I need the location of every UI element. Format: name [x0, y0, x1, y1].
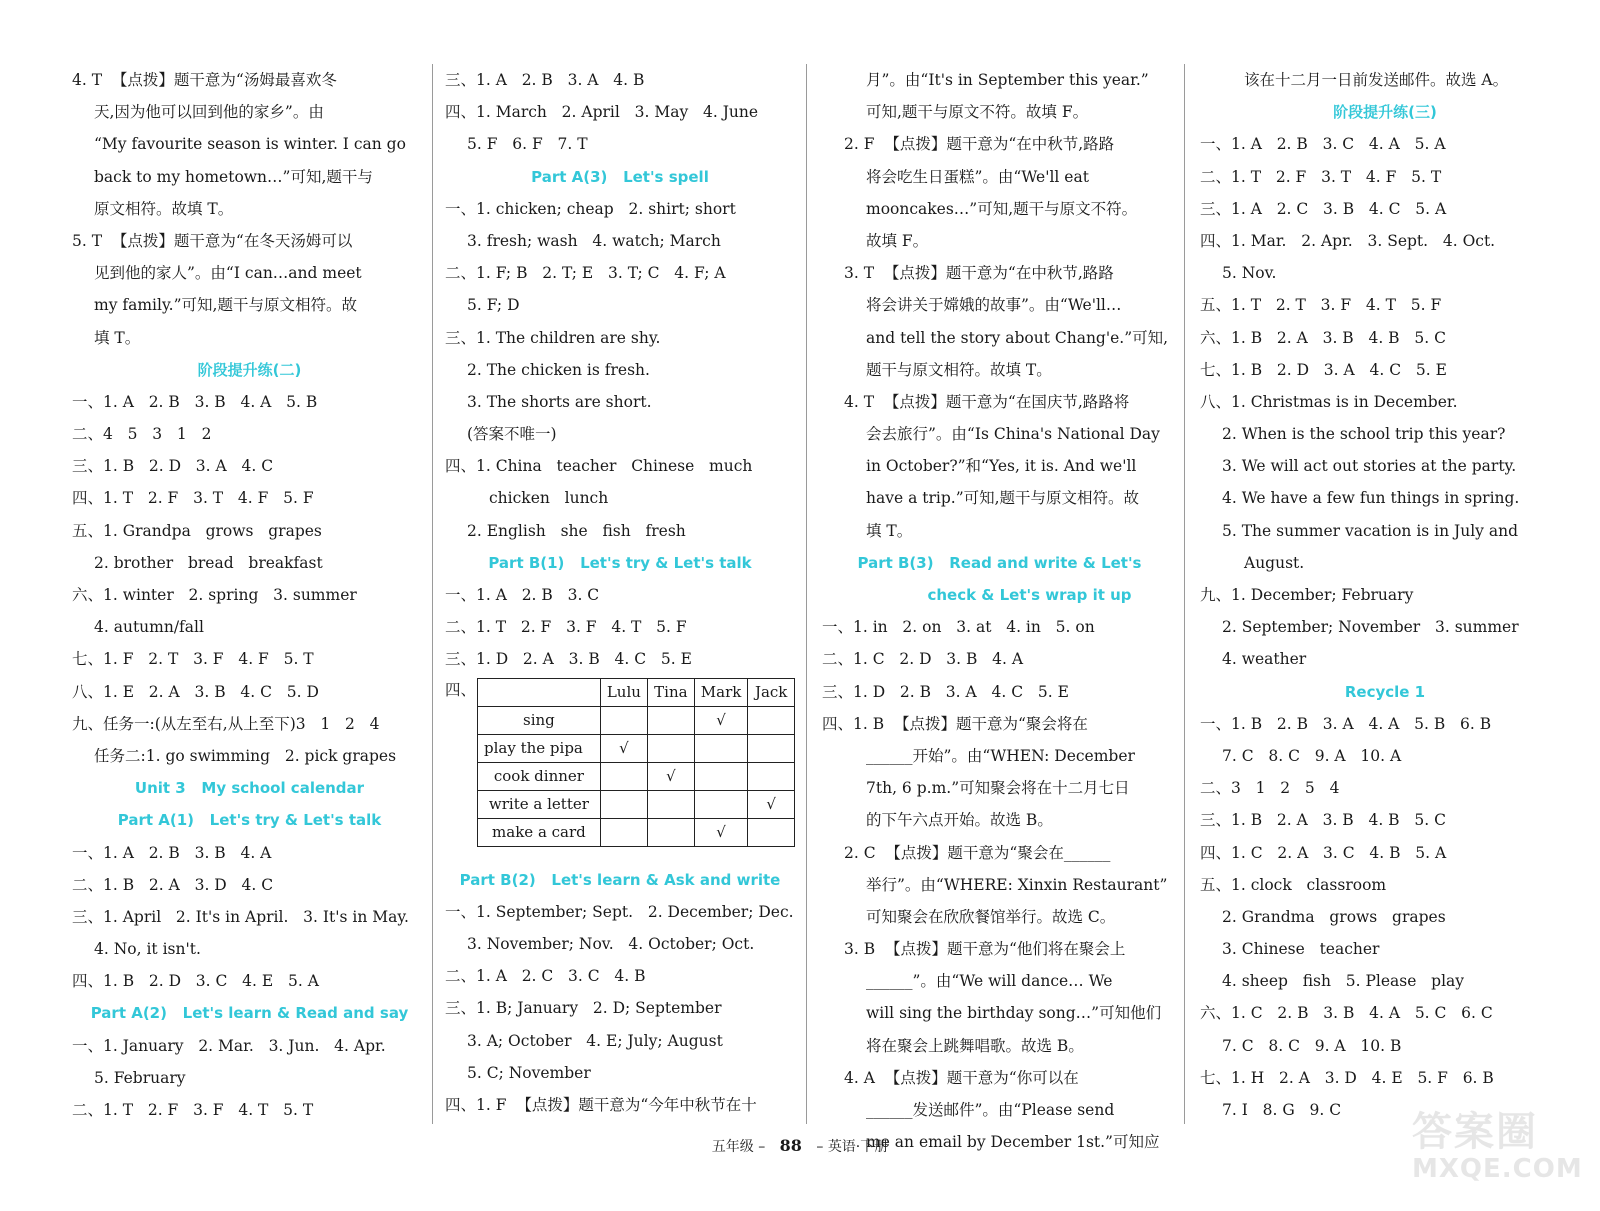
text-line: back to my hometown…”可知,题干与: [94, 167, 373, 186]
answer-line: 2. When is the school trip this year?: [1222, 425, 1506, 444]
answer-line: 九、任务一:(从左至右,从上至下)3 1 2 4: [72, 714, 380, 733]
check-cell: [748, 762, 795, 790]
activity-label: make a card: [478, 818, 601, 846]
text-line: 天,因为他可以回到他的家乡”。由: [94, 103, 324, 122]
answer-line: 一、1. in 2. on 3. at 4. in 5. on: [822, 618, 1095, 637]
answer-line: 一、1. September; Sept. 2. December; Dec.: [445, 902, 794, 921]
answer-table: [477, 678, 795, 847]
check-cell: [694, 762, 748, 790]
text-line: me an email by December 1st.”可知应: [866, 1133, 1160, 1152]
section-heading: Part B(2) Let's learn & Ask and write: [459, 870, 781, 889]
text-line: 将会讲关于嫦娥的故事”。由“We'll…: [866, 296, 1122, 315]
text-line: will sing the birthday song…”可知他们: [866, 1004, 1162, 1023]
answer-table-block: [445, 678, 795, 864]
answer-line: 七、1. H 2. A 3. D 4. E 5. F 6. B: [1200, 1068, 1494, 1087]
answer-line: 2. September; November 3. summer: [1222, 618, 1519, 637]
answer-line: 2. brother bread breakfast: [94, 553, 323, 572]
activity-label: sing: [478, 706, 601, 734]
check-cell: [748, 818, 795, 846]
text-line: 4. T 【点拨】题干意为“在国庆节,路路将: [844, 392, 1130, 411]
answer-line: 3. November; Nov. 4. October; Oct.: [467, 934, 755, 953]
answer-line: 三、1. A 2. C 3. B 4. C 5. A: [1200, 199, 1447, 218]
answer-line: 5. F; D: [467, 296, 520, 315]
answer-line: 7. C 8. C 9. A 10. A: [1222, 746, 1402, 765]
text-line: 4. T 【点拨】题干意为“汤姆最喜欢冬: [72, 71, 337, 89]
answer-line: 三、1. A 2. B 3. A 4. B: [445, 71, 645, 89]
footer-grade: 五年级: [711, 1139, 754, 1155]
text-line: 可知,题干与原文不符。故填 F。: [866, 103, 1089, 122]
check-cell: √: [647, 762, 694, 790]
footer-subject: 英语·下册: [827, 1139, 889, 1155]
check-cell: √: [600, 734, 647, 762]
table-header: Tina: [647, 678, 694, 706]
answer-line: 3. The shorts are short.: [467, 392, 652, 411]
answer-line: 7. I 8. G 9. C: [1222, 1101, 1342, 1119]
answer-line: 八、1. E 2. A 3. B 4. C 5. D: [72, 682, 319, 701]
column-1: [72, 64, 427, 1123]
check-cell: √: [694, 818, 748, 846]
text-line: 2. C 【点拨】题干意为“聚会在______: [844, 843, 1111, 862]
answer-line: 三、1. B; January 2. D; September: [445, 999, 722, 1018]
answer-line: 一、1. B 2. B 3. A 4. A 5. B 6. B: [1200, 714, 1492, 733]
text-line: ______开始”。由“WHEN: December: [866, 746, 1135, 765]
column-4: [1200, 64, 1570, 1123]
answer-line: 二、1. T 2. F 3. F 4. T 5. T: [72, 1101, 314, 1119]
answer-line: 任务二:1. go swimming 2. pick grapes: [94, 746, 397, 765]
table-number: 四、: [445, 680, 477, 699]
answer-line: 二、1. B 2. A 3. D 4. C: [72, 875, 274, 894]
answer-line: 3. fresh; wash 4. watch; March: [467, 231, 721, 250]
section-heading-cont: check & Let's wrap it up: [927, 586, 1132, 604]
answer-line: 四、1. B 2. D 3. C 4. E 5. A: [72, 972, 319, 991]
text-line: 该在十二月一日前发送邮件。故选 A。: [1244, 71, 1509, 89]
text-line: 3. B 【点拨】题干意为“他们将在聚会上: [844, 940, 1126, 959]
check-cell: [647, 818, 694, 846]
answer-line: 三、1. April 2. It's in April. 3. It's in May.: [72, 907, 409, 926]
answer-line: 七、1. B 2. D 3. A 4. C 5. E: [1200, 360, 1447, 379]
answer-line: 一、1. A 2. B 3. C 4. A 5. A: [1200, 135, 1446, 154]
column-divider: [806, 64, 807, 1124]
answer-line: 3. Chinese teacher: [1222, 940, 1380, 959]
answer-line: 4. We have a few fun things in spring.: [1222, 489, 1520, 508]
check-cell: √: [748, 790, 795, 818]
section-heading: Part A(1) Let's try & Let's talk: [117, 811, 382, 830]
text-line: in October?”和“Yes, it is. And we'll: [866, 457, 1137, 476]
check-cell: [600, 818, 647, 846]
check-cell: [600, 790, 647, 818]
text-line: 会去旅行”。由“Is China's National Day: [866, 425, 1160, 444]
section-heading: 阶段提升练(二): [197, 360, 302, 379]
check-cell: [694, 790, 748, 818]
answer-line: 2. The chicken is fresh.: [467, 360, 650, 379]
answer-line: 5. February: [94, 1068, 186, 1087]
check-cell: √: [694, 706, 748, 734]
answer-line: 一、1. January 2. Mar. 3. Jun. 4. Apr.: [72, 1036, 386, 1055]
answer-line: 二、1. F; B 2. T; E 3. T; C 4. F; A: [445, 264, 726, 283]
text-line: 举行”。由“WHERE: Xinxin Restaurant”: [866, 875, 1168, 894]
page-footer: 五年级 – 88 – 英语·下册: [711, 1136, 889, 1155]
text-line: 见到他的家人”。由“I can…and meet: [94, 264, 362, 283]
activity-label: play the pipa: [478, 734, 601, 762]
check-cell: [600, 762, 647, 790]
activity-label: cook dinner: [478, 762, 601, 790]
text-line: 2. F 【点拨】题干意为“在中秋节,路路: [844, 135, 1115, 154]
text-line: 3. T 【点拨】题干意为“在中秋节,路路: [844, 264, 1114, 283]
answer-line: 一、1. A 2. B 3. C: [445, 586, 600, 604]
answer-line: 二、1. A 2. C 3. C 4. B: [445, 967, 646, 986]
check-cell: [694, 734, 748, 762]
answer-line: 五、1. clock classroom: [1200, 875, 1387, 894]
answer-line: 二、1. T 2. F 3. T 4. F 5. T: [1200, 167, 1442, 186]
text-line: 填 T。: [866, 521, 913, 540]
text-line: 原文相符。故填 T。: [94, 199, 234, 218]
answer-line: 九、1. December; February: [1200, 586, 1414, 604]
answer-line: 3. We will act out stories at the party.: [1222, 457, 1517, 476]
answer-line: 三、1. The children are shy.: [445, 328, 661, 347]
column-divider: [432, 64, 433, 1124]
text-line: 5. T 【点拨】题干意为“在冬天汤姆可以: [72, 231, 353, 250]
unit-heading: Unit 3 My school calendar: [134, 779, 365, 798]
text-line: mooncakes…”可知,题干与原文不符。: [866, 199, 1138, 218]
text-line: ______发送邮件”。由“Please send: [866, 1101, 1115, 1119]
answer-line: 一、1. A 2. B 3. B 4. A: [72, 843, 272, 862]
watermark-logo: [1412, 1100, 1583, 1188]
table-corner: [478, 678, 601, 706]
text-line: my family.”可知,题干与原文相符。故: [94, 296, 357, 315]
table-header: Mark: [694, 678, 748, 706]
answer-line: 3. A; October 4. E; July; August: [467, 1031, 723, 1050]
section-heading: Part B(3) Read and write & Let's: [857, 553, 1142, 572]
text-line: have a trip.”可知,题干与原文相符。故: [866, 489, 1140, 508]
column-divider: [1184, 64, 1185, 1124]
table-header: Lulu: [600, 678, 647, 706]
text-line: “My favourite season is winter. I can go: [94, 135, 406, 154]
answer-line: 四、1. March 2. April 3. May 4. June: [445, 103, 759, 122]
answer-line: chicken lunch: [489, 489, 609, 508]
text-line: 将会吃生日蛋糕”。由“We'll eat: [866, 167, 1089, 186]
answer-line: 七、1. F 2. T 3. F 4. F 5. T: [72, 650, 314, 669]
check-cell: [748, 734, 795, 762]
answer-line: 5. F 6. F 7. T: [467, 135, 588, 154]
answer-line: 4. autumn/fall: [94, 618, 204, 637]
watermark-text: 答案圈: [1412, 1109, 1538, 1155]
answer-line: 三、1. D 2. B 3. A 4. C 5. E: [822, 682, 1069, 701]
answer-line: 5. The summer vacation is in July and: [1222, 521, 1519, 540]
section-heading: Part A(2) Let's learn & Read and say: [90, 1004, 409, 1023]
check-cell: [600, 706, 647, 734]
answer-line: 二、1. C 2. D 3. B 4. A: [822, 650, 1024, 669]
answer-line: 4. No, it isn't.: [94, 940, 201, 959]
answer-line: 四、1. T 2. F 3. T 4. F 5. F: [72, 489, 314, 508]
check-cell: [748, 706, 795, 734]
table-header-row: [478, 678, 795, 706]
text-line: 7th, 6 p.m.”可知聚会将在十二月七日: [866, 779, 1130, 798]
text-line: 题干与原文相符。故填 T。: [866, 360, 1052, 379]
section-heading: 阶段提升练(三): [1333, 103, 1437, 122]
table-row: [478, 790, 795, 818]
text-line: 四、1. B 【点拨】题干意为“聚会将在: [822, 714, 1088, 733]
answer-line: 二、3 1 2 5 4: [1200, 779, 1340, 798]
table-header: Jack: [748, 678, 795, 706]
table-row: [478, 818, 795, 846]
check-cell: [647, 790, 694, 818]
answer-line: August.: [1244, 553, 1305, 572]
page-number: 88: [779, 1136, 802, 1155]
answer-line: 二、4 5 3 1 2: [72, 425, 212, 444]
answer-line: 二、1. T 2. F 3. F 4. T 5. F: [445, 618, 687, 637]
text-line: 填 T。: [94, 328, 141, 347]
answer-line: 四、1. C 2. A 3. C 4. B 5. A: [1200, 843, 1447, 862]
column-2: [445, 64, 795, 1123]
section-heading: Part B(1) Let's try & Let's talk: [488, 553, 752, 572]
answer-line: 一、1. chicken; cheap 2. shirt; short: [445, 199, 736, 218]
section-heading: Recycle 1: [1344, 682, 1426, 701]
table-row: [478, 762, 795, 790]
answer-line: 5. C; November: [467, 1063, 591, 1082]
check-cell: [647, 734, 694, 762]
answer-line: 三、1. B 2. D 3. A 4. C: [72, 457, 274, 476]
table-row: [478, 706, 795, 734]
answer-line: 六、1. B 2. A 3. B 4. B 5. C: [1200, 328, 1446, 347]
watermark-url: MXQE.COM: [1412, 1154, 1583, 1184]
answer-line: 7. C 8. C 9. A 10. B: [1222, 1036, 1402, 1055]
text-line: 的下午六点开始。故选 B。: [866, 811, 1053, 830]
answer-line: 六、1. C 2. B 3. B 4. A 5. C 6. C: [1200, 1004, 1493, 1023]
text-line: 四、1. F 【点拨】题干意为“今年中秋节在十: [445, 1095, 757, 1114]
text-line: ______”。由“We will dance… We: [866, 972, 1113, 991]
answer-line: (答案不唯一): [467, 425, 557, 444]
table-row: [478, 734, 795, 762]
text-line: and tell the story about Chang'e.”可知,: [866, 328, 1169, 347]
answer-line: 五、1. T 2. T 3. F 4. T 5. F: [1200, 296, 1442, 315]
answer-line: 4. weather: [1222, 650, 1307, 669]
answer-line: 4. sheep fish 5. Please play: [1222, 972, 1465, 991]
answer-line: 四、1. China teacher Chinese much: [445, 457, 753, 476]
answer-line: 三、1. D 2. A 3. B 4. C 5. E: [445, 650, 692, 669]
answer-line: 三、1. B 2. A 3. B 4. B 5. C: [1200, 811, 1446, 830]
text-line: 可知聚会在欣欣餐馆举行。故选 C。: [866, 907, 1116, 926]
text-line: 故填 F。: [866, 231, 929, 250]
section-heading: Part A(3) Let's spell: [531, 167, 709, 186]
answer-line: 一、1. A 2. B 3. B 4. A 5. B: [72, 392, 318, 411]
answer-line: 五、1. Grandpa grows grapes: [72, 521, 322, 540]
text-line: 4. A 【点拨】题干意为“你可以在: [844, 1068, 1079, 1087]
answer-line: 2. Grandma grows grapes: [1222, 907, 1446, 926]
answer-line: 六、1. winter 2. spring 3. summer: [72, 586, 357, 604]
answer-line: 2. English she fish fresh: [467, 521, 686, 540]
activity-label: write a letter: [478, 790, 601, 818]
text-line: 将在聚会上跳舞唱歌。故选 B。: [866, 1036, 1084, 1055]
check-cell: [647, 706, 694, 734]
answer-line: 5. Nov.: [1222, 264, 1277, 283]
answer-line: 四、1. Mar. 2. Apr. 3. Sept. 4. Oct.: [1200, 231, 1496, 250]
text-line: 月”。由“It's in September this year.”: [866, 71, 1149, 89]
answer-line: 八、1. Christmas is in December.: [1200, 392, 1458, 411]
